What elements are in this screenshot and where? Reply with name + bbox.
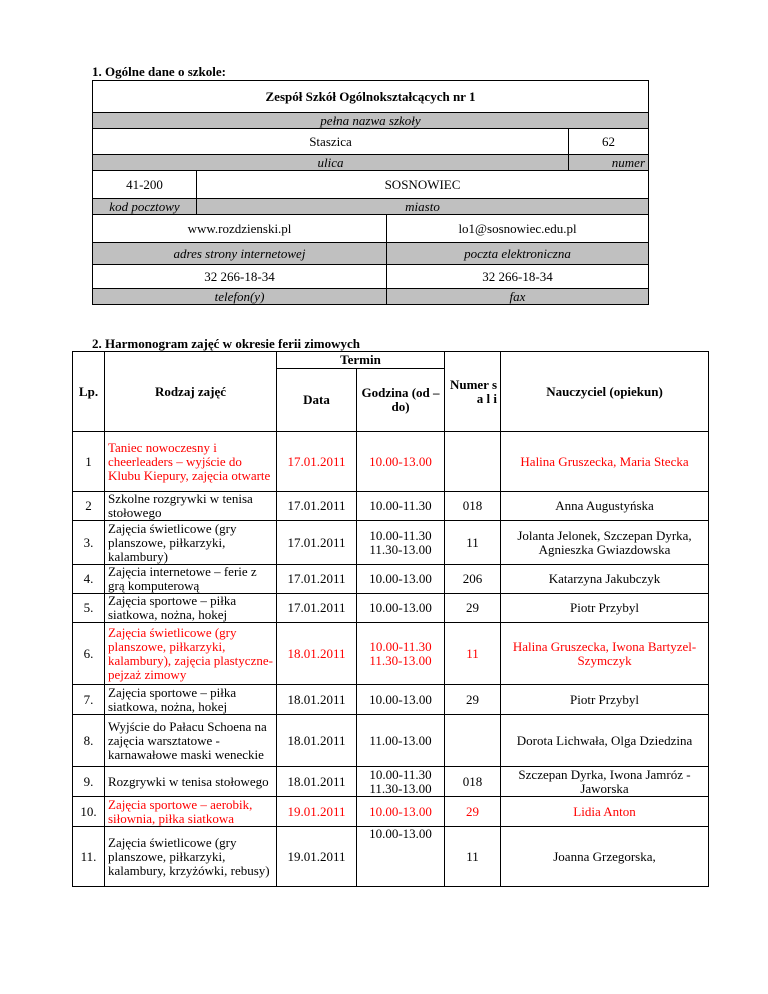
row-type: Rozgrywki w tenisa stołowego bbox=[105, 767, 277, 797]
row-room: 29 bbox=[445, 594, 501, 623]
number-value: 62 bbox=[569, 129, 649, 155]
row-type: Zajęcia sportowe – piłka siatkowa, nożna, hokej bbox=[105, 685, 277, 715]
row-room: 018 bbox=[445, 492, 501, 521]
row-date: 18.01.2011 bbox=[277, 623, 357, 685]
row-lp: 9. bbox=[73, 767, 105, 797]
row-room bbox=[445, 432, 501, 492]
row-type: Wyjście do Pałacu Schoena na zajęcia warsztatowe - karnawałowe maski weneckie bbox=[105, 715, 277, 767]
row-date: 19.01.2011 bbox=[277, 797, 357, 827]
table-row bbox=[73, 594, 709, 623]
website-label: adres strony internetowej bbox=[93, 243, 387, 265]
header-teacher: Nauczyciel (opiekun) bbox=[501, 352, 709, 432]
row-type: Zajęcia świetlicowe (gry planszowe, piłkarzyki, kalambury), zajęcia plastyczne- pejzaż zimowy bbox=[105, 623, 277, 685]
row-teacher: Jolanta Jelonek, Szczepan Dyrka, Agnieszka Gwiazdowska bbox=[501, 521, 709, 565]
row-date: 17.01.2011 bbox=[277, 521, 357, 565]
row-hours: 10.00-13.00 bbox=[357, 685, 445, 715]
section2-title: 2. Harmonogram zajęć w okresie ferii zimowych bbox=[92, 336, 360, 351]
row-date: 17.01.2011 bbox=[277, 432, 357, 492]
row-lp: 6. bbox=[73, 623, 105, 685]
row-type: Taniec nowoczesny i cheerleaders – wyjście do Klubu Kiepury, zajęcia otwarte bbox=[105, 432, 277, 492]
row-hours: 10.00-11.30 11.30-13.00 bbox=[357, 623, 445, 685]
row-room: 29 bbox=[445, 797, 501, 827]
table-row bbox=[73, 521, 709, 565]
row-lp: 7. bbox=[73, 685, 105, 715]
row-hours: 10.00-13.00 bbox=[357, 432, 445, 492]
table-row bbox=[73, 432, 709, 492]
website-value: www.rozdzienski.pl bbox=[93, 215, 387, 243]
number-label: numer bbox=[569, 155, 649, 171]
row-type: Zajęcia sportowe – piłka siatkowa, nożna, hokej bbox=[105, 594, 277, 623]
row-hours: 10.00-11.30 11.30-13.00 bbox=[357, 521, 445, 565]
table-row bbox=[73, 767, 709, 797]
row-teacher: Anna Augustyńska bbox=[501, 492, 709, 521]
table-row bbox=[73, 623, 709, 685]
row-room: 11 bbox=[445, 623, 501, 685]
header-hours: Godzina (od – do) bbox=[357, 369, 445, 432]
row-teacher: Lidia Anton bbox=[501, 797, 709, 827]
table-row bbox=[73, 565, 709, 594]
row-type: Zajęcia świetlicowe (gry planszowe, piłkarzyki, kalambury, krzyżówki, rebusy) bbox=[105, 827, 277, 887]
row-hours: 10.00-13.00 bbox=[357, 827, 445, 887]
table-row bbox=[73, 797, 709, 827]
phone-value: 32 266-18-34 bbox=[93, 265, 387, 289]
row-type: Zajęcia internetowe – ferie z grą komputerową bbox=[105, 565, 277, 594]
row-date: 17.01.2011 bbox=[277, 492, 357, 521]
row-type: Zajęcia świetlicowe (gry planszowe, piłkarzyki, kalambury) bbox=[105, 521, 277, 565]
row-lp: 11. bbox=[73, 827, 105, 887]
row-lp: 8. bbox=[73, 715, 105, 767]
school-name: Zespół Szkół Ogólnokształcących nr 1 bbox=[93, 81, 649, 113]
street-label: ulica bbox=[93, 155, 569, 171]
row-date: 17.01.2011 bbox=[277, 565, 357, 594]
table-row bbox=[73, 685, 709, 715]
email-label: poczta elektroniczna bbox=[387, 243, 649, 265]
row-room: 29 bbox=[445, 685, 501, 715]
header-termin: Termin bbox=[277, 352, 445, 369]
row-date: 17.01.2011 bbox=[277, 594, 357, 623]
row-hours: 11.00-13.00 bbox=[357, 715, 445, 767]
city-value: SOSNOWIEC bbox=[197, 171, 649, 199]
school-name-label: pełna nazwa szkoły bbox=[93, 113, 649, 129]
row-lp: 5. bbox=[73, 594, 105, 623]
school-info-table bbox=[92, 80, 649, 305]
schedule-table bbox=[72, 351, 709, 887]
schedule-body bbox=[73, 432, 709, 887]
row-teacher: Dorota Lichwała, Olga Dziedzina bbox=[501, 715, 709, 767]
row-teacher: Szczepan Dyrka, Iwona Jamróz - Jaworska bbox=[501, 767, 709, 797]
row-date: 18.01.2011 bbox=[277, 715, 357, 767]
row-room: 11 bbox=[445, 521, 501, 565]
row-date: 18.01.2011 bbox=[277, 767, 357, 797]
row-hours: 10.00-13.00 bbox=[357, 565, 445, 594]
row-lp: 10. bbox=[73, 797, 105, 827]
street-value: Staszica bbox=[93, 129, 569, 155]
row-room: 018 bbox=[445, 767, 501, 797]
table-row bbox=[73, 715, 709, 767]
city-label: miasto bbox=[197, 199, 649, 215]
table-row bbox=[73, 827, 709, 887]
row-hours: 10.00-13.00 bbox=[357, 797, 445, 827]
row-date: 19.01.2011 bbox=[277, 827, 357, 887]
header-lp: Lp. bbox=[73, 352, 105, 432]
row-type: Zajęcia sportowe – aerobik, siłownia, piłka siatkowa bbox=[105, 797, 277, 827]
row-lp: 1 bbox=[73, 432, 105, 492]
row-room bbox=[445, 715, 501, 767]
row-room: 11 bbox=[445, 827, 501, 887]
postal-code-value: 41-200 bbox=[93, 171, 197, 199]
row-room: 206 bbox=[445, 565, 501, 594]
fax-label: fax bbox=[387, 289, 649, 305]
phone-label: telefon(y) bbox=[93, 289, 387, 305]
row-teacher: Katarzyna Jakubczyk bbox=[501, 565, 709, 594]
header-type: Rodzaj zajęć bbox=[105, 352, 277, 432]
section1-title: 1. Ogólne dane o szkole: bbox=[92, 64, 226, 79]
row-lp: 4. bbox=[73, 565, 105, 594]
row-teacher: Halina Gruszecka, Maria Stecka bbox=[501, 432, 709, 492]
row-teacher: Halina Gruszecka, Iwona Bartyzel-Szymczyk bbox=[501, 623, 709, 685]
row-date: 18.01.2011 bbox=[277, 685, 357, 715]
email-value: lo1@sosnowiec.edu.pl bbox=[387, 215, 649, 243]
row-hours: 10.00-11.30 bbox=[357, 492, 445, 521]
header-date: Data bbox=[277, 369, 357, 432]
row-hours: 10.00-11.30 11.30-13.00 bbox=[357, 767, 445, 797]
row-teacher: Piotr Przybyl bbox=[501, 685, 709, 715]
fax-value: 32 266-18-34 bbox=[387, 265, 649, 289]
row-hours: 10.00-13.00 bbox=[357, 594, 445, 623]
row-lp: 3. bbox=[73, 521, 105, 565]
row-teacher: Joanna Grzegorska, bbox=[501, 827, 709, 887]
table-row bbox=[73, 492, 709, 521]
row-type: Szkolne rozgrywki w tenisa stołowego bbox=[105, 492, 277, 521]
row-teacher: Piotr Przybyl bbox=[501, 594, 709, 623]
row-lp: 2 bbox=[73, 492, 105, 521]
header-room: Numer s a l i bbox=[445, 352, 501, 432]
postal-code-label: kod pocztowy bbox=[93, 199, 197, 215]
